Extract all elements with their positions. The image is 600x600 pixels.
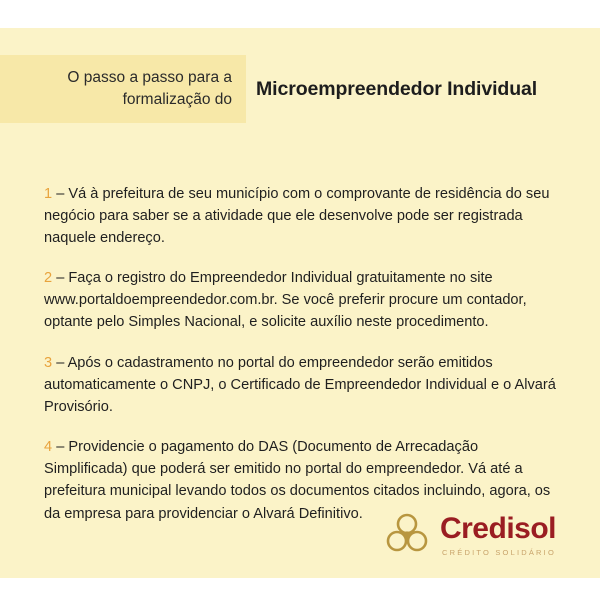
logo-tagline: CRÉDITO SOLIDÁRIO [442, 547, 556, 557]
step-dash: – [56, 270, 65, 287]
step-number: 4 [44, 439, 53, 456]
logo-text-block [439, 511, 556, 557]
step-number: 1 [44, 185, 53, 202]
steps-list [44, 168, 564, 543]
step-dash: – [56, 185, 65, 202]
top-white-band [0, 0, 600, 28]
step-dash: – [56, 439, 65, 456]
header-kicker-panel [0, 55, 246, 123]
step-text: Faça o registro do Empreendedor Individual gratuitamente no site www.portaldoempreendedor.com.br. Se você preferir procure um contador, optante pelo Simples Nacional, e solicite auxílio neste procedimento. [44, 270, 527, 331]
header-title-panel [246, 55, 600, 123]
step-number: 3 [44, 354, 53, 371]
credisol-flower-icon [380, 508, 434, 562]
header-kicker-line-1: O passo a passo para a [67, 69, 232, 86]
list-item [44, 267, 564, 334]
step-number: 2 [44, 270, 53, 287]
step-text: Após o cadastramento no portal do empreendedor serão emitidos automaticamente o CNPJ, o Certificado de Empreendedor Individual e o Alvará Provisório. [44, 354, 556, 415]
brand-logo [380, 508, 556, 562]
list-item [44, 183, 564, 250]
logo-name: Credisol [439, 511, 556, 545]
list-item [44, 352, 564, 419]
header-strip [0, 55, 600, 123]
header-kicker-line-2: formalização do [122, 91, 232, 108]
page-title: Microempreendedor Individual [256, 77, 538, 100]
step-text: Vá à prefeitura de seu município com o comprovante de residência do seu negócio para saber se a atividade que ele desenvolve pode ser registrada naquele endereço. [44, 185, 550, 246]
header-kicker-text [67, 67, 232, 111]
bottom-white-band [0, 578, 600, 600]
step-text: Providencie o pagamento do DAS (Documento de Arrecadação Simplificada) que poderá ser emitido no portal do empreendedor. Vá até a prefeitura municipal levando todos os documentos citados incluindo, agora, os da empresa para providenciar o Alvará Definitivo. [44, 439, 551, 522]
step-dash: – [56, 354, 65, 371]
